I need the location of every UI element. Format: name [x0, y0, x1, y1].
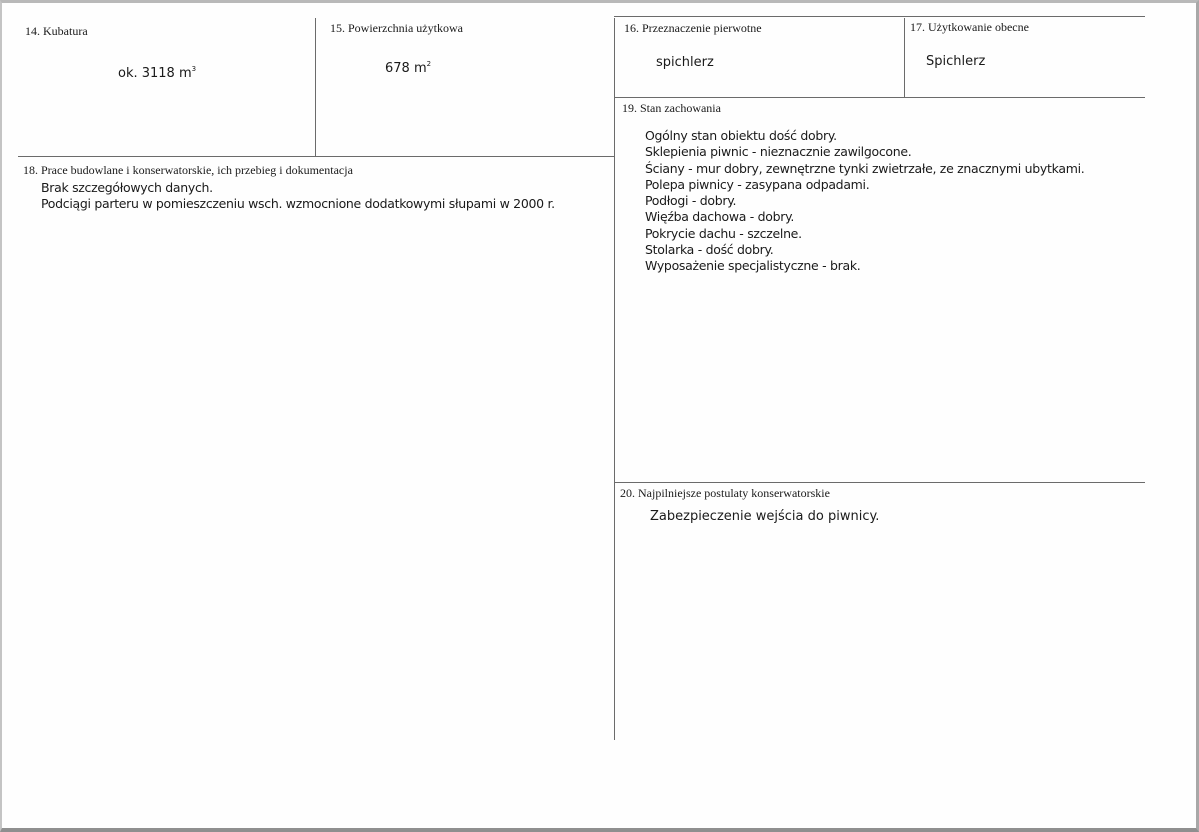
rule-above-20	[614, 482, 1145, 483]
przeznaczenie-label: 16. Przeznaczenie pierwotne	[624, 21, 762, 35]
powierzchnia-value	[385, 61, 431, 76]
stan-line: Pokrycie dachu - szczelne.	[645, 225, 802, 241]
kubatura-value	[118, 66, 196, 81]
rule-under-14-15	[18, 156, 614, 157]
prace-lines	[41, 180, 555, 213]
stan-line: Ściany - mur dobry, zewnętrzne tynki zwietrzałe, ze znacznymi ubytkami.	[645, 160, 1085, 176]
stan-line: Stolarka - dość dobry.	[645, 242, 774, 258]
uzytkowanie-value: Spichlerz	[926, 54, 986, 69]
divider-14-15	[315, 18, 316, 156]
powierzchnia-label: 15. Powierzchnia użytkowa	[330, 21, 463, 35]
stan-line: Ogólny stan obiektu dość dobry.	[645, 128, 837, 143]
prace-line: Brak szczegółowych danych.	[41, 180, 213, 195]
divider-main-center	[614, 18, 615, 740]
stan-line: Polepa piwnicy - zasypana odpadami.	[645, 176, 870, 192]
uzytkowanie-label: 17. Użytkowanie obecne	[910, 20, 1029, 34]
rule-under-16-17	[614, 97, 1145, 98]
postulaty-value: Zabezpieczenie wejścia do piwnicy.	[650, 509, 880, 524]
powierzchnia-value-main: 678 m	[385, 61, 427, 76]
stan-line: Wyposażenie specjalistyczne - brak.	[645, 258, 861, 274]
kubatura-value-main: ok. 3118 m	[118, 66, 192, 81]
postulaty-label: 20. Najpilniejsze postulaty konserwatorskie	[620, 486, 830, 500]
powierzchnia-value-unit-exponent: 2	[426, 60, 432, 68]
stan-label: 19. Stan zachowania	[622, 101, 721, 115]
kubatura-label: 14. Kubatura	[25, 24, 88, 38]
top-rule-right	[614, 16, 1145, 17]
kubatura-value-unit-exponent: 3	[191, 65, 197, 73]
stan-line: Więźba dachowa - dobry.	[645, 209, 795, 225]
stan-line: Podłogi - dobry.	[645, 193, 737, 209]
prace-label: 18. Prace budowlane i konserwatorskie, ich przebieg i dokumentacja	[23, 163, 353, 177]
prace-line: Podciągi parteru w pomieszczeniu wsch. wzmocnione dodatkowymi słupami w 2000 r.	[41, 196, 555, 212]
stan-lines	[645, 128, 1084, 275]
przeznaczenie-value: spichlerz	[656, 55, 714, 70]
divider-16-17	[904, 18, 905, 97]
stan-line: Sklepienia piwnic - nieznacznie zawilgocone.	[645, 144, 912, 160]
